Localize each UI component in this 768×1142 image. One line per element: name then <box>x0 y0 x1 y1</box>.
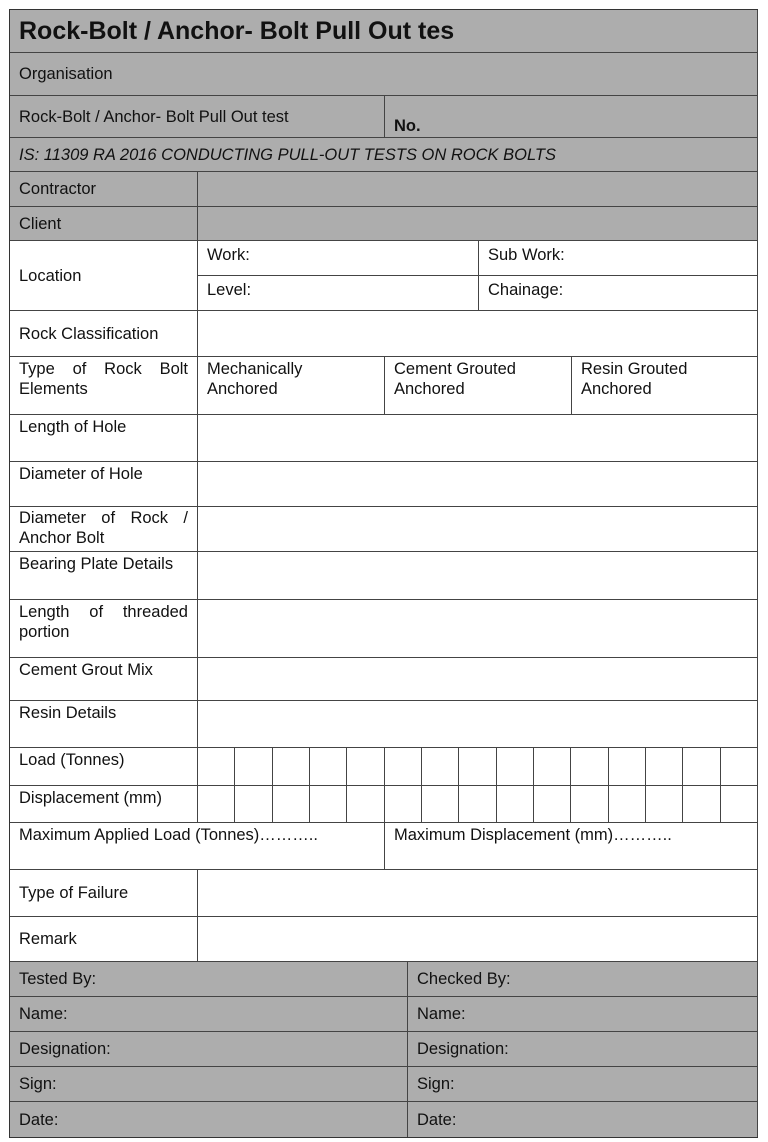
tester-date-field[interactable] <box>10 1102 408 1137</box>
option3-line1: Resin Grouted <box>581 360 688 378</box>
number-field[interactable] <box>385 96 758 138</box>
load-cell[interactable] <box>683 748 720 786</box>
checker-date-field[interactable] <box>408 1102 758 1137</box>
tester-name-label: Name: <box>19 1005 68 1023</box>
resin-grouted-option[interactable] <box>572 357 758 415</box>
form-title: Rock-Bolt / Anchor- Bolt Pull Out tes <box>10 10 758 53</box>
displacement-cell[interactable] <box>385 786 422 823</box>
bolt-type-label-cell <box>10 357 198 415</box>
option1-line2: Anchored <box>207 380 278 398</box>
remark-label: Remark <box>19 930 77 948</box>
load-cell[interactable] <box>347 748 384 786</box>
resin-details-label-cell <box>10 701 198 748</box>
contractor-label-cell <box>10 172 198 207</box>
displacement-cell[interactable] <box>497 786 534 823</box>
sub-work-label: Sub Work: <box>488 246 565 264</box>
displacement-cell[interactable] <box>310 786 347 823</box>
option2-line2: Anchored <box>394 380 465 398</box>
displacement-cell[interactable] <box>347 786 384 823</box>
threaded-length-line1: Length of threaded <box>19 603 188 621</box>
client-label: Client <box>19 214 62 233</box>
checker-designation-field[interactable] <box>408 1032 758 1067</box>
chainage-label: Chainage: <box>488 281 564 299</box>
organisation-field[interactable] <box>10 53 758 96</box>
resin-details-label: Resin Details <box>19 704 117 722</box>
test-name-cell <box>10 96 385 138</box>
cement-grout-mix-label: Cement Grout Mix <box>19 661 153 679</box>
remark-label-cell <box>10 917 198 962</box>
work-label: Work: <box>207 246 250 264</box>
client-label-cell <box>10 207 198 241</box>
bearing-plate-label: Bearing Plate Details <box>19 555 174 573</box>
level-label: Level: <box>207 281 252 299</box>
displacement-cell[interactable] <box>683 786 720 823</box>
length-of-hole-label-cell <box>10 415 198 462</box>
load-cell[interactable] <box>422 748 459 786</box>
tester-date-label: Date: <box>19 1110 59 1129</box>
displacement-cell[interactable] <box>235 786 272 823</box>
checked-by-label: Checked By: <box>417 970 511 988</box>
load-cell[interactable] <box>609 748 646 786</box>
organisation-label: Organisation <box>19 65 113 83</box>
client-field[interactable] <box>198 207 758 241</box>
diameter-of-hole-label-cell <box>10 462 198 507</box>
diameter-of-hole-label: Diameter of Hole <box>19 465 143 483</box>
tester-designation-field[interactable] <box>10 1032 408 1067</box>
displacement-cell[interactable] <box>459 786 496 823</box>
load-cell[interactable] <box>571 748 608 786</box>
mechanically-anchored-option[interactable] <box>198 357 385 415</box>
displacement-label-cell <box>10 786 198 823</box>
length-of-hole-field[interactable] <box>198 415 758 462</box>
location-label: Location <box>19 266 82 285</box>
max-load-label: Maximum Applied Load (Tonnes)……….. <box>19 826 318 844</box>
chainage-field[interactable] <box>479 276 758 311</box>
work-field[interactable] <box>198 241 479 276</box>
tested-by-field[interactable] <box>10 962 408 997</box>
bolt-type-label-line1: Type of Rock Bolt <box>19 360 188 378</box>
test-name: Rock-Bolt / Anchor- Bolt Pull Out test <box>19 108 289 126</box>
tester-sign-field[interactable] <box>10 1067 408 1102</box>
cement-grouted-option[interactable] <box>385 357 572 415</box>
load-cell[interactable] <box>310 748 347 786</box>
load-cell[interactable] <box>459 748 496 786</box>
displacement-cell[interactable] <box>534 786 571 823</box>
displacement-cell[interactable] <box>273 786 310 823</box>
level-field[interactable] <box>198 276 479 311</box>
cement-grout-mix-field[interactable] <box>198 658 758 701</box>
checked-by-field[interactable] <box>408 962 758 997</box>
tester-sign-label: Sign: <box>19 1075 57 1093</box>
contractor-label: Contractor <box>19 180 97 198</box>
diameter-of-hole-field[interactable] <box>198 462 758 507</box>
load-label-cell <box>10 748 198 786</box>
option3-line2: Anchored <box>581 380 652 398</box>
load-cell[interactable] <box>497 748 534 786</box>
diameter-of-bolt-label-cell <box>10 507 198 552</box>
rock-classification-label-cell <box>10 311 198 357</box>
load-label: Load (Tonnes) <box>19 751 125 769</box>
load-cell[interactable] <box>198 748 235 786</box>
load-cell[interactable] <box>534 748 571 786</box>
max-displacement-label: Maximum Displacement (mm)……….. <box>394 826 672 844</box>
length-of-hole-label: Length of Hole <box>19 418 127 436</box>
load-cell[interactable] <box>385 748 422 786</box>
max-load-field[interactable] <box>10 823 385 870</box>
displacement-cell[interactable] <box>721 786 758 823</box>
threaded-length-label-cell <box>10 600 198 658</box>
threaded-length-line2: portion <box>19 623 70 641</box>
rock-classification-field[interactable] <box>198 311 758 357</box>
tester-name-field[interactable] <box>10 997 408 1032</box>
sub-work-field[interactable] <box>479 241 758 276</box>
checker-name-label: Name: <box>417 1005 466 1023</box>
diameter-of-bolt-line2: Anchor Bolt <box>19 529 105 547</box>
remark-field[interactable] <box>198 917 758 962</box>
bearing-plate-label-cell <box>10 552 198 600</box>
option2-line1: Cement Grouted <box>394 360 516 378</box>
load-cell[interactable] <box>721 748 758 786</box>
tester-designation-label: Designation: <box>19 1040 111 1058</box>
bolt-type-label-line2: Elements <box>19 380 88 398</box>
checker-sign-label: Sign: <box>417 1075 455 1093</box>
checker-designation-label: Designation: <box>417 1040 509 1058</box>
displacement-cell[interactable] <box>571 786 608 823</box>
resin-details-field[interactable] <box>198 701 758 748</box>
displacement-label: Displacement (mm) <box>19 789 163 807</box>
number-label: No. <box>394 117 421 135</box>
checker-sign-field[interactable] <box>408 1067 758 1102</box>
threaded-length-field[interactable] <box>198 600 758 658</box>
pull-out-test-form <box>9 9 758 1138</box>
max-displacement-field[interactable] <box>385 823 758 870</box>
standard-text: IS: 11309 RA 2016 CONDUCTING PULL-OUT TESTS ON ROCK BOLTS <box>19 145 556 164</box>
location-label-cell <box>10 241 198 311</box>
checker-date-label: Date: <box>417 1110 457 1129</box>
diameter-of-bolt-line1: Diameter of Rock / <box>19 509 188 527</box>
contractor-field[interactable] <box>198 172 758 207</box>
load-cell[interactable] <box>646 748 683 786</box>
bearing-plate-field[interactable] <box>198 552 758 600</box>
type-of-failure-label-cell <box>10 870 198 917</box>
standard-reference <box>10 138 758 172</box>
checker-name-field[interactable] <box>408 997 758 1032</box>
load-cell[interactable] <box>273 748 310 786</box>
option1-line1: Mechanically <box>207 360 303 378</box>
displacement-cell[interactable] <box>646 786 683 823</box>
type-of-failure-field[interactable] <box>198 870 758 917</box>
rock-classification-label: Rock Classification <box>19 324 159 343</box>
type-of-failure-label: Type of Failure <box>19 884 129 902</box>
displacement-cell[interactable] <box>609 786 646 823</box>
load-cell[interactable] <box>235 748 272 786</box>
displacement-cell[interactable] <box>198 786 235 823</box>
tested-by-label: Tested By: <box>19 970 97 988</box>
diameter-of-bolt-field[interactable] <box>198 507 758 552</box>
cement-grout-mix-label-cell <box>10 658 198 701</box>
displacement-cell[interactable] <box>422 786 459 823</box>
